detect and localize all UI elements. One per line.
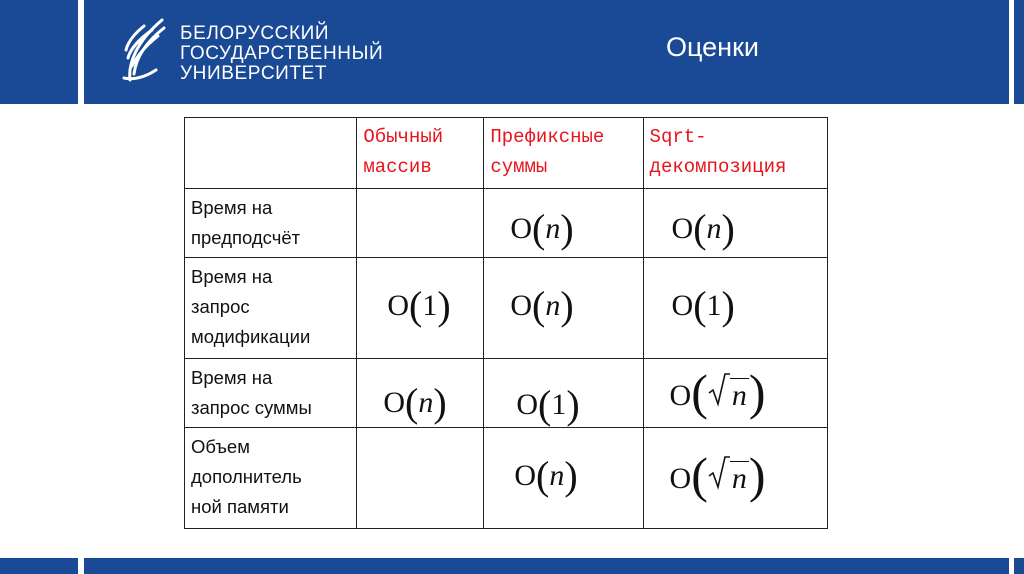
- row-label-line: предподсчёт: [191, 227, 301, 248]
- header-divider-right: [1009, 0, 1014, 104]
- formula-var: n: [545, 289, 561, 322]
- formula-o: O: [387, 289, 409, 322]
- feather-logo-icon: [118, 14, 174, 86]
- row-label-line: дополнитель: [191, 466, 302, 487]
- complexity-formula: [516, 382, 580, 427]
- formula-o: O: [671, 212, 694, 245]
- formula-lparen: (: [531, 206, 546, 251]
- complexity-formula: [510, 283, 574, 328]
- formula-rparen: ): [566, 382, 580, 427]
- slide-title: Оценки: [666, 32, 759, 62]
- complexity-formula: [669, 364, 766, 420]
- square-root-icon: [708, 456, 730, 490]
- header-cell-sqrt-decomposition: [643, 118, 827, 189]
- formula-rparen: ): [437, 283, 451, 328]
- formula-var: n: [731, 379, 747, 412]
- table-cell: [484, 428, 643, 529]
- formula-lparen: (: [535, 453, 550, 498]
- row-label: [185, 189, 357, 258]
- complexity-formula: [669, 447, 766, 503]
- formula-rparen: ): [564, 453, 578, 498]
- complexity-formula: [671, 206, 735, 251]
- formula-rparen: ): [748, 447, 766, 503]
- row-label-line: Время на: [191, 197, 273, 218]
- formula-lparen: (: [693, 283, 707, 328]
- logo-line-1: БЕЛОРУССКИЙ: [180, 23, 330, 44]
- formula-const: 1: [422, 289, 438, 322]
- table-row: [185, 359, 828, 428]
- row-label: [185, 428, 357, 529]
- complexity-formula: [510, 206, 574, 251]
- row-label-line: модификации: [191, 326, 311, 347]
- table-cell: [484, 359, 643, 428]
- formula-lparen: (: [693, 206, 707, 251]
- logo-line-3: УНИВЕРСИТЕТ: [180, 63, 328, 84]
- complexity-formula: [671, 283, 735, 328]
- formula-rparen: ): [560, 206, 574, 251]
- table-cell: [643, 359, 827, 428]
- formula-var: n: [706, 212, 722, 245]
- formula-const: 1: [706, 289, 722, 322]
- university-logo-text: [180, 24, 383, 84]
- formula-o: O: [514, 459, 536, 492]
- complexity-formula: [383, 380, 447, 425]
- header-line: Префиксные: [490, 126, 605, 148]
- table-cell: [643, 189, 827, 258]
- footer-band: [0, 558, 1024, 574]
- formula-var: n: [549, 459, 565, 492]
- table-row: [185, 428, 828, 529]
- header-line: суммы: [490, 156, 548, 178]
- header-divider-left: [78, 0, 84, 104]
- formula-var: n: [731, 462, 747, 495]
- formula-o: O: [510, 289, 532, 322]
- table-row: [185, 258, 828, 359]
- formula-o: O: [669, 379, 692, 412]
- formula-var: n: [418, 386, 434, 419]
- square-root-icon: [708, 373, 730, 407]
- formula-lparen: (: [691, 447, 708, 503]
- formula-lparen: (: [409, 283, 423, 328]
- table-cell: [643, 428, 827, 529]
- formula-lparen: (: [691, 364, 708, 420]
- header-cell-empty: [185, 118, 357, 189]
- table-header-row: [185, 118, 828, 189]
- formula-o: O: [516, 388, 538, 421]
- formula-rparen: ): [748, 364, 766, 420]
- row-label-line: ной памяти: [191, 496, 289, 517]
- formula-const: 1: [551, 388, 567, 421]
- table-cell: [643, 258, 827, 359]
- formula-o: O: [671, 289, 694, 322]
- footer-divider-left: [78, 558, 84, 574]
- header-line: декомпозиция: [649, 156, 787, 178]
- table-row: [185, 189, 828, 258]
- row-label-line: Время на: [191, 367, 273, 388]
- table-cell: [357, 428, 484, 529]
- header-line: Sqrt-: [649, 126, 707, 148]
- formula-lparen: (: [537, 382, 552, 427]
- formula-lparen: (: [531, 283, 546, 328]
- formula-o: O: [510, 212, 532, 245]
- row-label-line: запрос: [191, 296, 250, 317]
- header-line: массив: [363, 156, 432, 178]
- row-label-line: Время на: [191, 266, 273, 287]
- formula-lparen: (: [405, 380, 419, 425]
- table-cell: [357, 359, 484, 428]
- row-label: [185, 258, 357, 359]
- row-label-line: Объем: [191, 436, 250, 457]
- table-cell: [357, 258, 484, 359]
- formula-rparen: ): [433, 380, 447, 425]
- logo-line-2: ГОСУДАРСТВЕННЫЙ: [180, 43, 384, 64]
- formula-var: n: [545, 212, 561, 245]
- row-label-line: запрос суммы: [191, 397, 312, 418]
- formula-o: O: [669, 462, 692, 495]
- formula-rparen: ): [721, 283, 735, 328]
- row-label: [185, 359, 357, 428]
- formula-rparen: ): [560, 283, 574, 328]
- header-cell-prefix-sums: [484, 118, 643, 189]
- complexity-formula: [387, 283, 451, 328]
- footer-divider-right: [1009, 558, 1014, 574]
- table-cell: [484, 258, 643, 359]
- table-cell: [484, 189, 643, 258]
- header-cell-plain-array: [357, 118, 484, 189]
- table-cell: [357, 189, 484, 258]
- complexity-table: [184, 117, 828, 529]
- complexity-formula: [514, 453, 578, 498]
- formula-rparen: ): [721, 206, 735, 251]
- formula-o: O: [383, 386, 405, 419]
- header-line: Обычный: [363, 126, 444, 148]
